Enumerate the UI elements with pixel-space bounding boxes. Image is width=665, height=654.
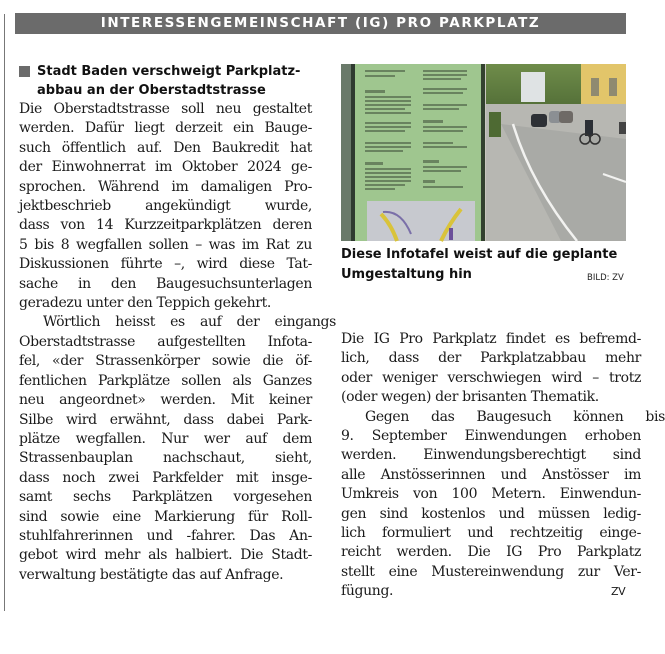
text-line: plätze wegfallen. Nur wer auf dem [19, 430, 312, 447]
text-line: alle Anstösserinnen und Anstösser im [341, 466, 641, 483]
caption-line: Diese Infotafel weist auf die geplante [341, 247, 618, 262]
text-line: (oder wegen) der brisanten Thematik. [341, 389, 599, 406]
text-line: fügung. ZV [341, 582, 641, 601]
text-line: Strassenbauplan nachschaut, sieht, [19, 450, 312, 467]
text-line: jektbeschrieb angekündigt wurde, [19, 198, 312, 215]
text-line: sache in den Baugesuchsunterlagen [19, 275, 312, 292]
text-line: verwaltung bestätigte das auf Anfrage. [19, 566, 284, 583]
text-line: geradezu unter den Teppich gekehrt. [19, 295, 271, 312]
text-line: Gegen das Baugesuch können bis [365, 408, 665, 425]
text-line: Diskussionen führte –, wird diese Tat- [19, 256, 312, 273]
text-line: lich formuliert und rechtzeitig einge- [341, 525, 641, 542]
left-column [19, 62, 336, 585]
text-line: dass von 14 Kurzzeitparkplätzen deren [19, 217, 312, 234]
headline-line: abbau an der Oberstadtstrasse [37, 83, 266, 98]
text-line: sprochen. Während im damaligen Pro- [19, 178, 312, 195]
headline-line: Stadt Baden verschweigt Parkplatz- [37, 64, 301, 79]
right-column [341, 330, 665, 602]
author-signature: ZV [611, 585, 626, 599]
text-line: gebot wird mehr als halbiert. Die Stadt- [19, 547, 312, 564]
text-line: Oberstadtstrasse aufgestellten Infota- [19, 333, 312, 350]
text-line: stellt eine Mustereinwendung zur Ver- [341, 563, 641, 580]
text-line: Die Oberstadtstrasse soll neu gestaltet [19, 101, 312, 117]
caption-line: Umgestaltung hin [341, 267, 472, 282]
body-paragraph [19, 100, 312, 313]
text-line: werden. Dafür liegt derzeit ein Bauge- [19, 120, 312, 137]
photo-credit: BILD: ZV [587, 273, 624, 283]
section-banner: INTERESSENGEMEINSCHAFT (IG) PRO PARKPLATZ [15, 13, 626, 34]
text-line: samt sechs Parkplätzen vorgesehen [19, 489, 312, 506]
text-line: Die IG Pro Parkplatz findet es befremd- [341, 331, 641, 347]
text-line: oder weniger verschwiegen wird – trotz [341, 369, 641, 386]
text-line: stuhlfahrerinnen und -fahrer. Das An- [19, 527, 312, 544]
headline-square-icon [19, 66, 30, 77]
infotafel-photo-illustration [341, 64, 626, 241]
left-body-text [19, 100, 336, 585]
article-headline [19, 62, 312, 100]
text-line: such öffentlich auf. Den Baukredit hat [19, 139, 312, 156]
text-line: gen sind kostenlos und müssen ledig- [341, 505, 641, 522]
right-body-text [341, 330, 665, 602]
text-line: fentlichen Parkplätze sollen als Ganzes [19, 372, 312, 389]
text-line: Wörtlich heisst es auf der eingangs [43, 314, 336, 331]
text-line: sind sowie eine Markierung für Roll- [19, 508, 312, 525]
text-line: Umkreis von 100 Metern. Einwendun- [341, 486, 641, 503]
text-line: lich, dass der Parkplatzabbau mehr [341, 350, 641, 367]
text-line: 9. September Einwendungen erhoben [341, 428, 641, 445]
text-line: Silbe wird erwähnt, dass dabei Park- [19, 411, 312, 428]
text-line: neu angeordnet» werden. Mit keiner [19, 392, 312, 409]
body-paragraph [341, 408, 665, 602]
article-photo [341, 64, 626, 241]
text-line: fel, «der Strassenkörper sowie die öf- [19, 353, 312, 370]
text-line: dass noch zwei Parkfelder mit insge- [19, 469, 312, 486]
column-rule [4, 14, 5, 611]
text-line: reicht werden. Die IG Pro Parkplatz [341, 544, 641, 561]
text-line: werden. Einwendungsberechtigt sind [341, 447, 641, 464]
body-paragraph [341, 330, 641, 408]
text-line: der Einwohnerrat im Oktober 2024 ge- [19, 159, 312, 176]
text-line: 5 bis 8 wegfallen sollen – was im Rat zu [19, 236, 312, 253]
body-paragraph [19, 313, 336, 585]
